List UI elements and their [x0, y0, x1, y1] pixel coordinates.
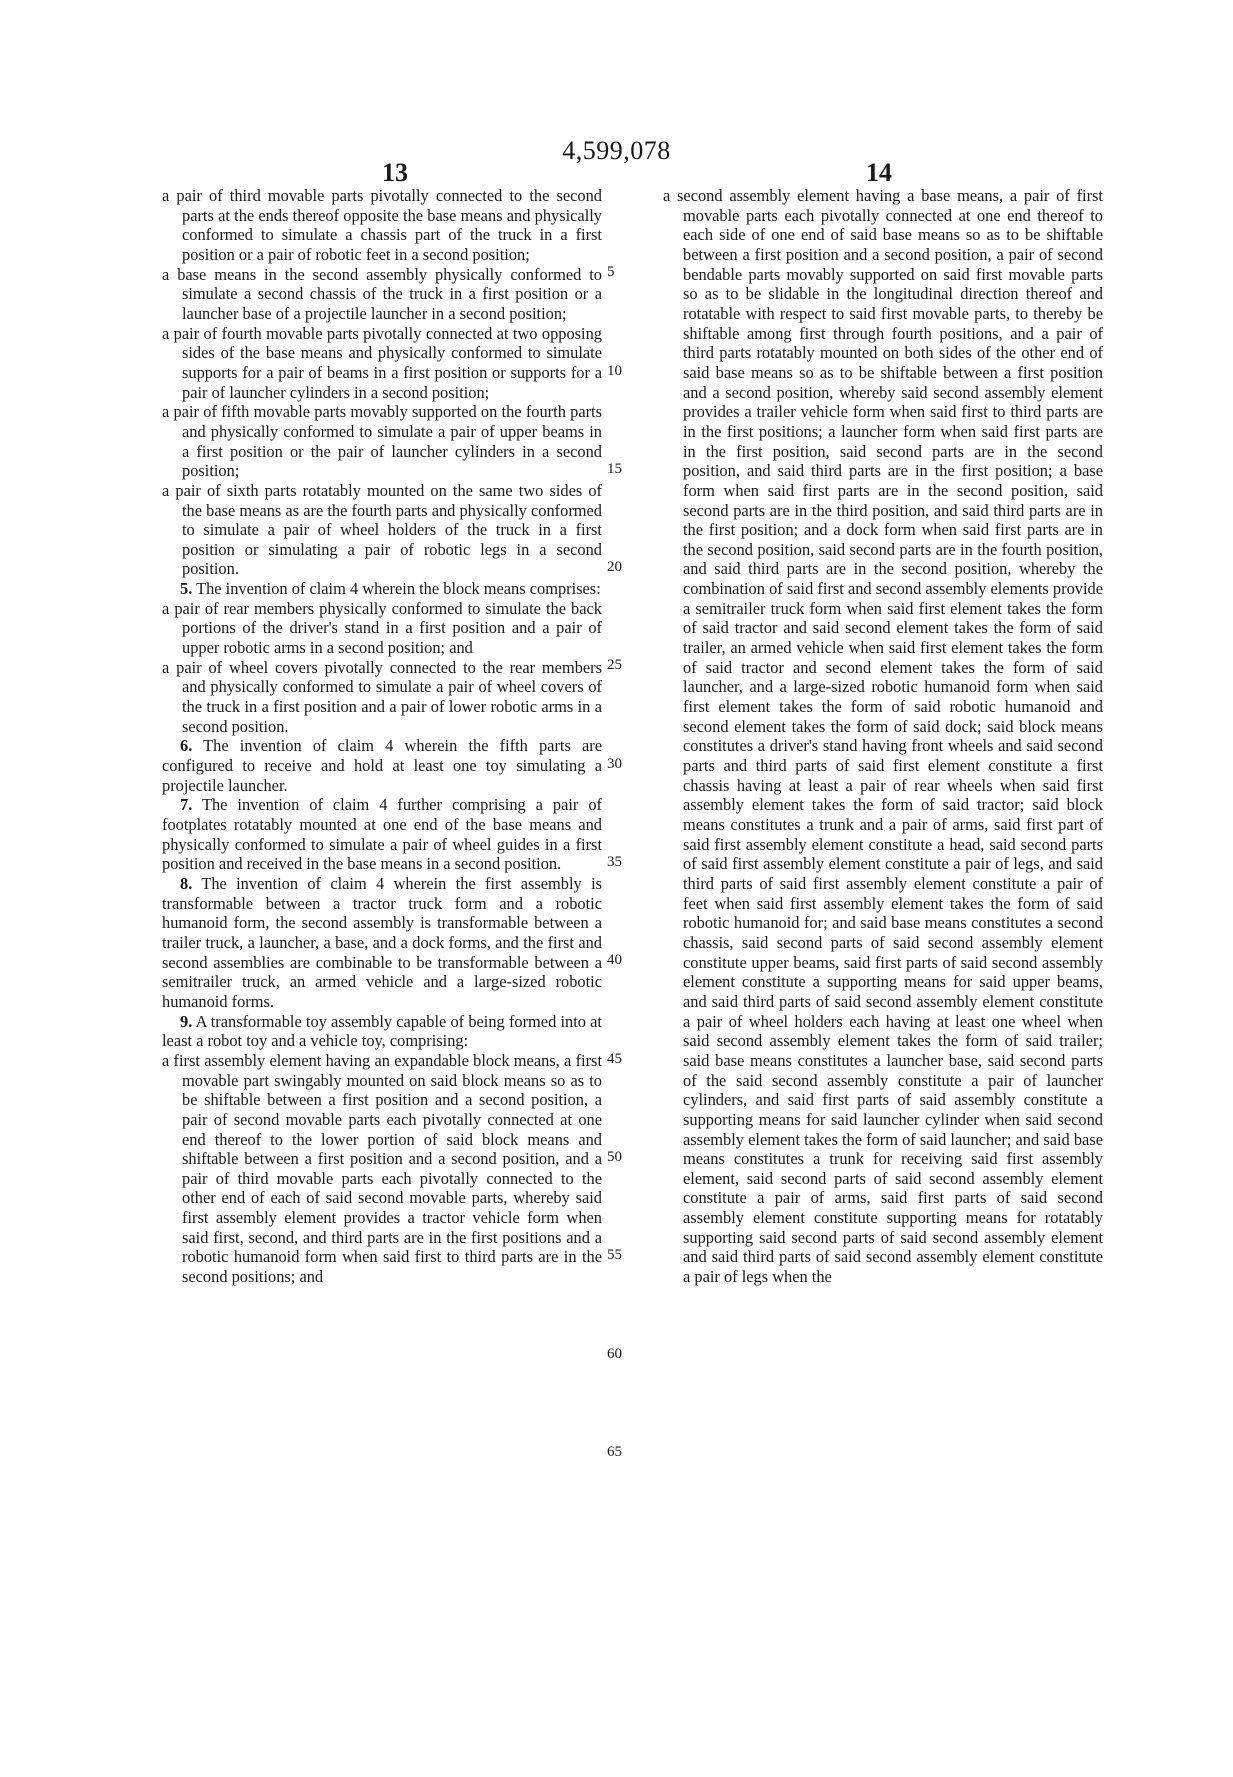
line-number: 25	[607, 657, 622, 673]
line-number: 30	[607, 756, 622, 772]
claim-element: a first assembly element having an expandable block means, a first movable part swingably mounted on said block means so as to be shiftable between a first position and a second position, a pair of second movable parts each pivotally connected at one end thereof to the lower portion of said block means and shiftable between a first position and a second position, and a pair of third movable parts each pivotally connected to the other end of each of said second movable parts, whereby said first assembly element provides a tractor vehicle form when said first, second, and third parts are in the first positions and a robotic humanoid form when said first to third parts are in the second positions; and	[162, 1050, 602, 1287]
claim-text: The invention of claim 4 further comprising a pair of footplates rotatably mounted at one end of the base means and physically conformed to simulate a pair of wheel guides in a first position and received in the base means in a second position.	[162, 795, 602, 874]
left-column	[162, 186, 602, 1287]
claim-number: 5.	[180, 579, 193, 599]
claim-element: a pair of fourth movable parts pivotally connected at two opposing sides of the base means and physically conformed to simulate supports for a pair of beams in a first position or supports for a pair of launcher cylinders in a second position;	[162, 323, 602, 402]
claim-number: 6.	[180, 736, 193, 756]
line-number: 35	[607, 854, 622, 870]
claim-element: a pair of rear members physically conformed to simulate the back portions of the driver's stand in a first position and a pair of upper robotic arms in a second position; and	[162, 598, 602, 658]
claim-text: The invention of claim 4 wherein the block means comprises:	[192, 579, 601, 599]
claim-paragraph	[162, 1012, 602, 1051]
claim-text: The invention of claim 4 wherein the fifth parts are configured to receive and hold at least one toy simulating a projectile launcher.	[162, 736, 602, 795]
claim-number: 7.	[180, 795, 193, 815]
patent-number: 4,599,078	[562, 136, 671, 165]
claim-paragraph	[162, 874, 602, 1012]
line-number: 5	[607, 264, 615, 280]
line-number: 15	[607, 461, 622, 477]
claim-element: a pair of sixth parts rotatably mounted on the same two sides of the base means as are the fourth parts and physically conformed to simulate a pair of wheel holders of the truck in a first position or simulating a pair of robotic legs in a second position.	[162, 480, 602, 579]
claim-number: 8.	[180, 873, 193, 893]
claim-text: A transformable toy assembly capable of being formed into at least a robot toy and a vehicle toy, comprising:	[162, 1011, 602, 1051]
line-number: 40	[607, 952, 622, 968]
claim-element: a pair of wheel covers pivotally connected to the rear members and physically conformed to simulate a pair of wheel covers of the truck in a first position and a pair of lower robotic arms in a second position.	[162, 657, 602, 736]
line-number: 60	[607, 1346, 622, 1362]
line-number: 50	[607, 1149, 622, 1165]
claim-number: 9.	[180, 1011, 193, 1031]
left-page-number: 13	[382, 158, 408, 187]
claim-paragraph	[162, 736, 602, 795]
claim-element: a pair of third movable parts pivotally connected to the second parts at the ends thereof opposite the base means and physically conformed to simulate a chassis part of the truck in a first position or a pair of robotic feet in a second position;	[162, 186, 602, 264]
claim-text: The invention of claim 4 wherein the first assembly is transformable between a tractor truck form and a robotic humanoid form, the second assembly is transformable between a trailer truck, a launcher, a base, and a dock forms, and the first and second assemblies are combinable to be transformable between a semitrailer truck, an armed vehicle and a large-sized robotic humanoid forms.	[162, 873, 602, 1011]
claim-paragraph	[162, 795, 602, 874]
line-number: 55	[607, 1247, 622, 1263]
line-number: 20	[607, 559, 622, 575]
claim-paragraph	[162, 579, 602, 599]
line-number-gutter	[607, 186, 635, 1546]
line-number: 65	[607, 1444, 622, 1460]
claim-element: a second assembly element having a base means, a pair of first movable parts each pivotally connected at one end thereof to each side of one end of said base means so as to be shiftable between a first position and a second position, a pair of second bendable parts movably supported on said first movable parts so as to be slidable in the longitudinal direction thereof and rotatable with respect to said first movable parts, to thereby be shiftable among first through fourth positions, and a pair of third parts rotatably mounted on both sides of the other end of said base means so as to be shiftable between a first position and a second position, whereby said second assembly element provides a trailer vehicle form when said first to third parts are in the first positions; a launcher form when said first parts are in the first position, said second parts are in the second position, and said third parts are in the first position; a base form when said first parts are in the second position, said second parts are in the third position, and said third parts are in the first position; and a dock form when said first parts are in the second position, said second parts are in the fourth position, and said third parts are in the second position, whereby the combination of said first and second assembly elements provide a semitrailer truck form when said first element takes the form of said tractor and said second element takes the form of said trailer, an armed vehicle when said first element takes the form of said tractor and second element takes the form of said launcher, and a large-sized robotic humanoid form when said first element takes the form of said robotic humanoid and second element takes the form of said dock; said block means constitutes a driver's stand having front wheels and said second parts and third parts of said first element constitute a first chassis having at least a pair of rear wheels when said first assembly element takes the form of said tractor; said block means constitutes a trunk and a pair of arms, said first part of said first assembly element constitute a head, said second parts of said first assembly element constitute a pair of legs, and said third parts of said first assembly element constitute a pair of feet when said first assembly element takes the form of said robotic humanoid for; and said base means constitutes a second chassis, said second parts of said second assembly element constitute upper beams, said first parts of said second assembly element constitute a supporting means for said upper beams, and said third parts of said second assembly element constitute a pair of wheel holders each having at least one wheel when said second assembly element takes the form of said trailer; said base means constitutes a launcher base, said second parts of the said second assembly constitute a pair of launcher cylinders, and said first parts of said assembly constitute a supporting means for said launcher cylinder when said second assembly element takes the form of said launcher; and said base means constitutes a trunk for receiving said first assembly element, said second parts of said second assembly element constitute a pair of arms, said first parts of said second assembly element constitute supporting means for rotatably supporting said second parts of said second assembly element and said third parts of said second assembly element constitute a pair of legs when the	[663, 186, 1103, 1287]
right-page-number: 14	[866, 158, 892, 187]
right-column	[663, 186, 1103, 1287]
claim-element: a base means in the second assembly physically conformed to simulate a second chassis of the truck in a first position or a launcher base of a projectile launcher in a second position;	[162, 264, 602, 323]
claim-element: a pair of fifth movable parts movably supported on the fourth parts and physically conformed to simulate a pair of upper beams in a first position or the pair of launcher cylinders in a second position;	[162, 402, 602, 481]
line-number: 45	[607, 1051, 622, 1067]
line-number: 10	[607, 363, 622, 379]
